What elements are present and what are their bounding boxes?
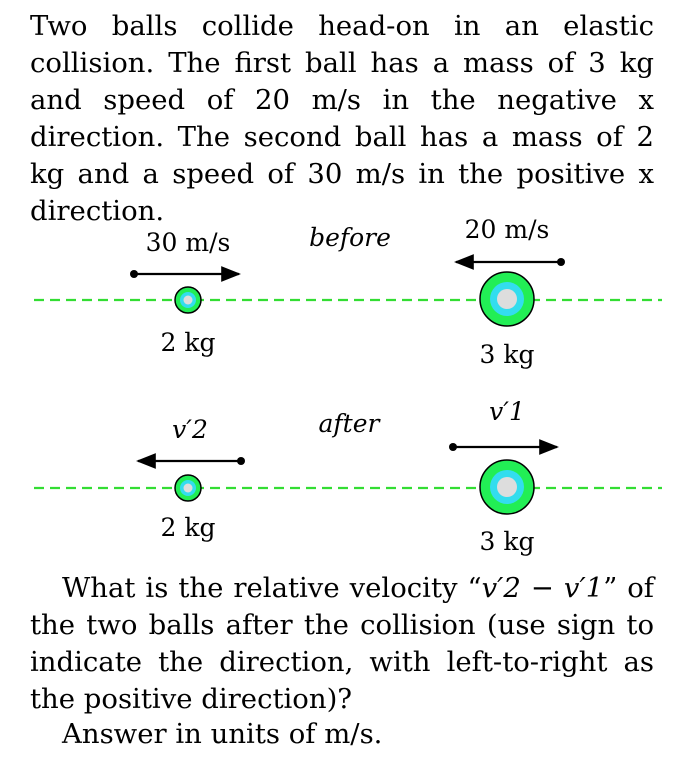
before-small-velocity-arrow (130, 270, 239, 278)
after-small-ball (175, 475, 201, 501)
after-large-ball (480, 460, 534, 514)
after-large-mass-label: 3 kg (479, 527, 535, 556)
before-large-mass-label: 3 kg (479, 340, 535, 369)
after-small-velocity-label: v′2 (172, 415, 208, 444)
before-large-velocity-arrow (456, 258, 565, 266)
problem-intro: Two balls collide head-on in an elastic collision. The first ball has a mass of 3 kg and speed of 20 m/s in the negative x direction. The second ball has a mass of 2 kg and a speed of 30 m/s in the positive x direction. (30, 10, 654, 227)
after-large-velocity-arrow (449, 443, 557, 451)
before-large-ball (480, 272, 534, 326)
after-small-velocity-arrow (138, 457, 245, 465)
question-text-end: ” of the two balls after the collision (use sign to indicate the direction, with left-to-right as the positive direction)? (30, 572, 654, 715)
before-small-mass-label: 2 kg (160, 328, 216, 357)
before-large-speed-label: 20 m/s (464, 215, 550, 244)
before-small-speed-label: 30 m/s (145, 228, 231, 257)
before-small-ball (175, 287, 201, 313)
relative-velocity-expression: v′2 − v′1 (481, 572, 604, 604)
answer-units: Answer in units of m/s. (62, 718, 383, 750)
after-label: after (318, 409, 380, 438)
before-label: before (309, 223, 391, 252)
problem-question (30, 570, 654, 718)
question-text-start: What is the relative velocity “ (62, 572, 482, 604)
after-large-velocity-label: v′1 (489, 397, 525, 426)
after-small-mass-label: 2 kg (160, 513, 216, 542)
